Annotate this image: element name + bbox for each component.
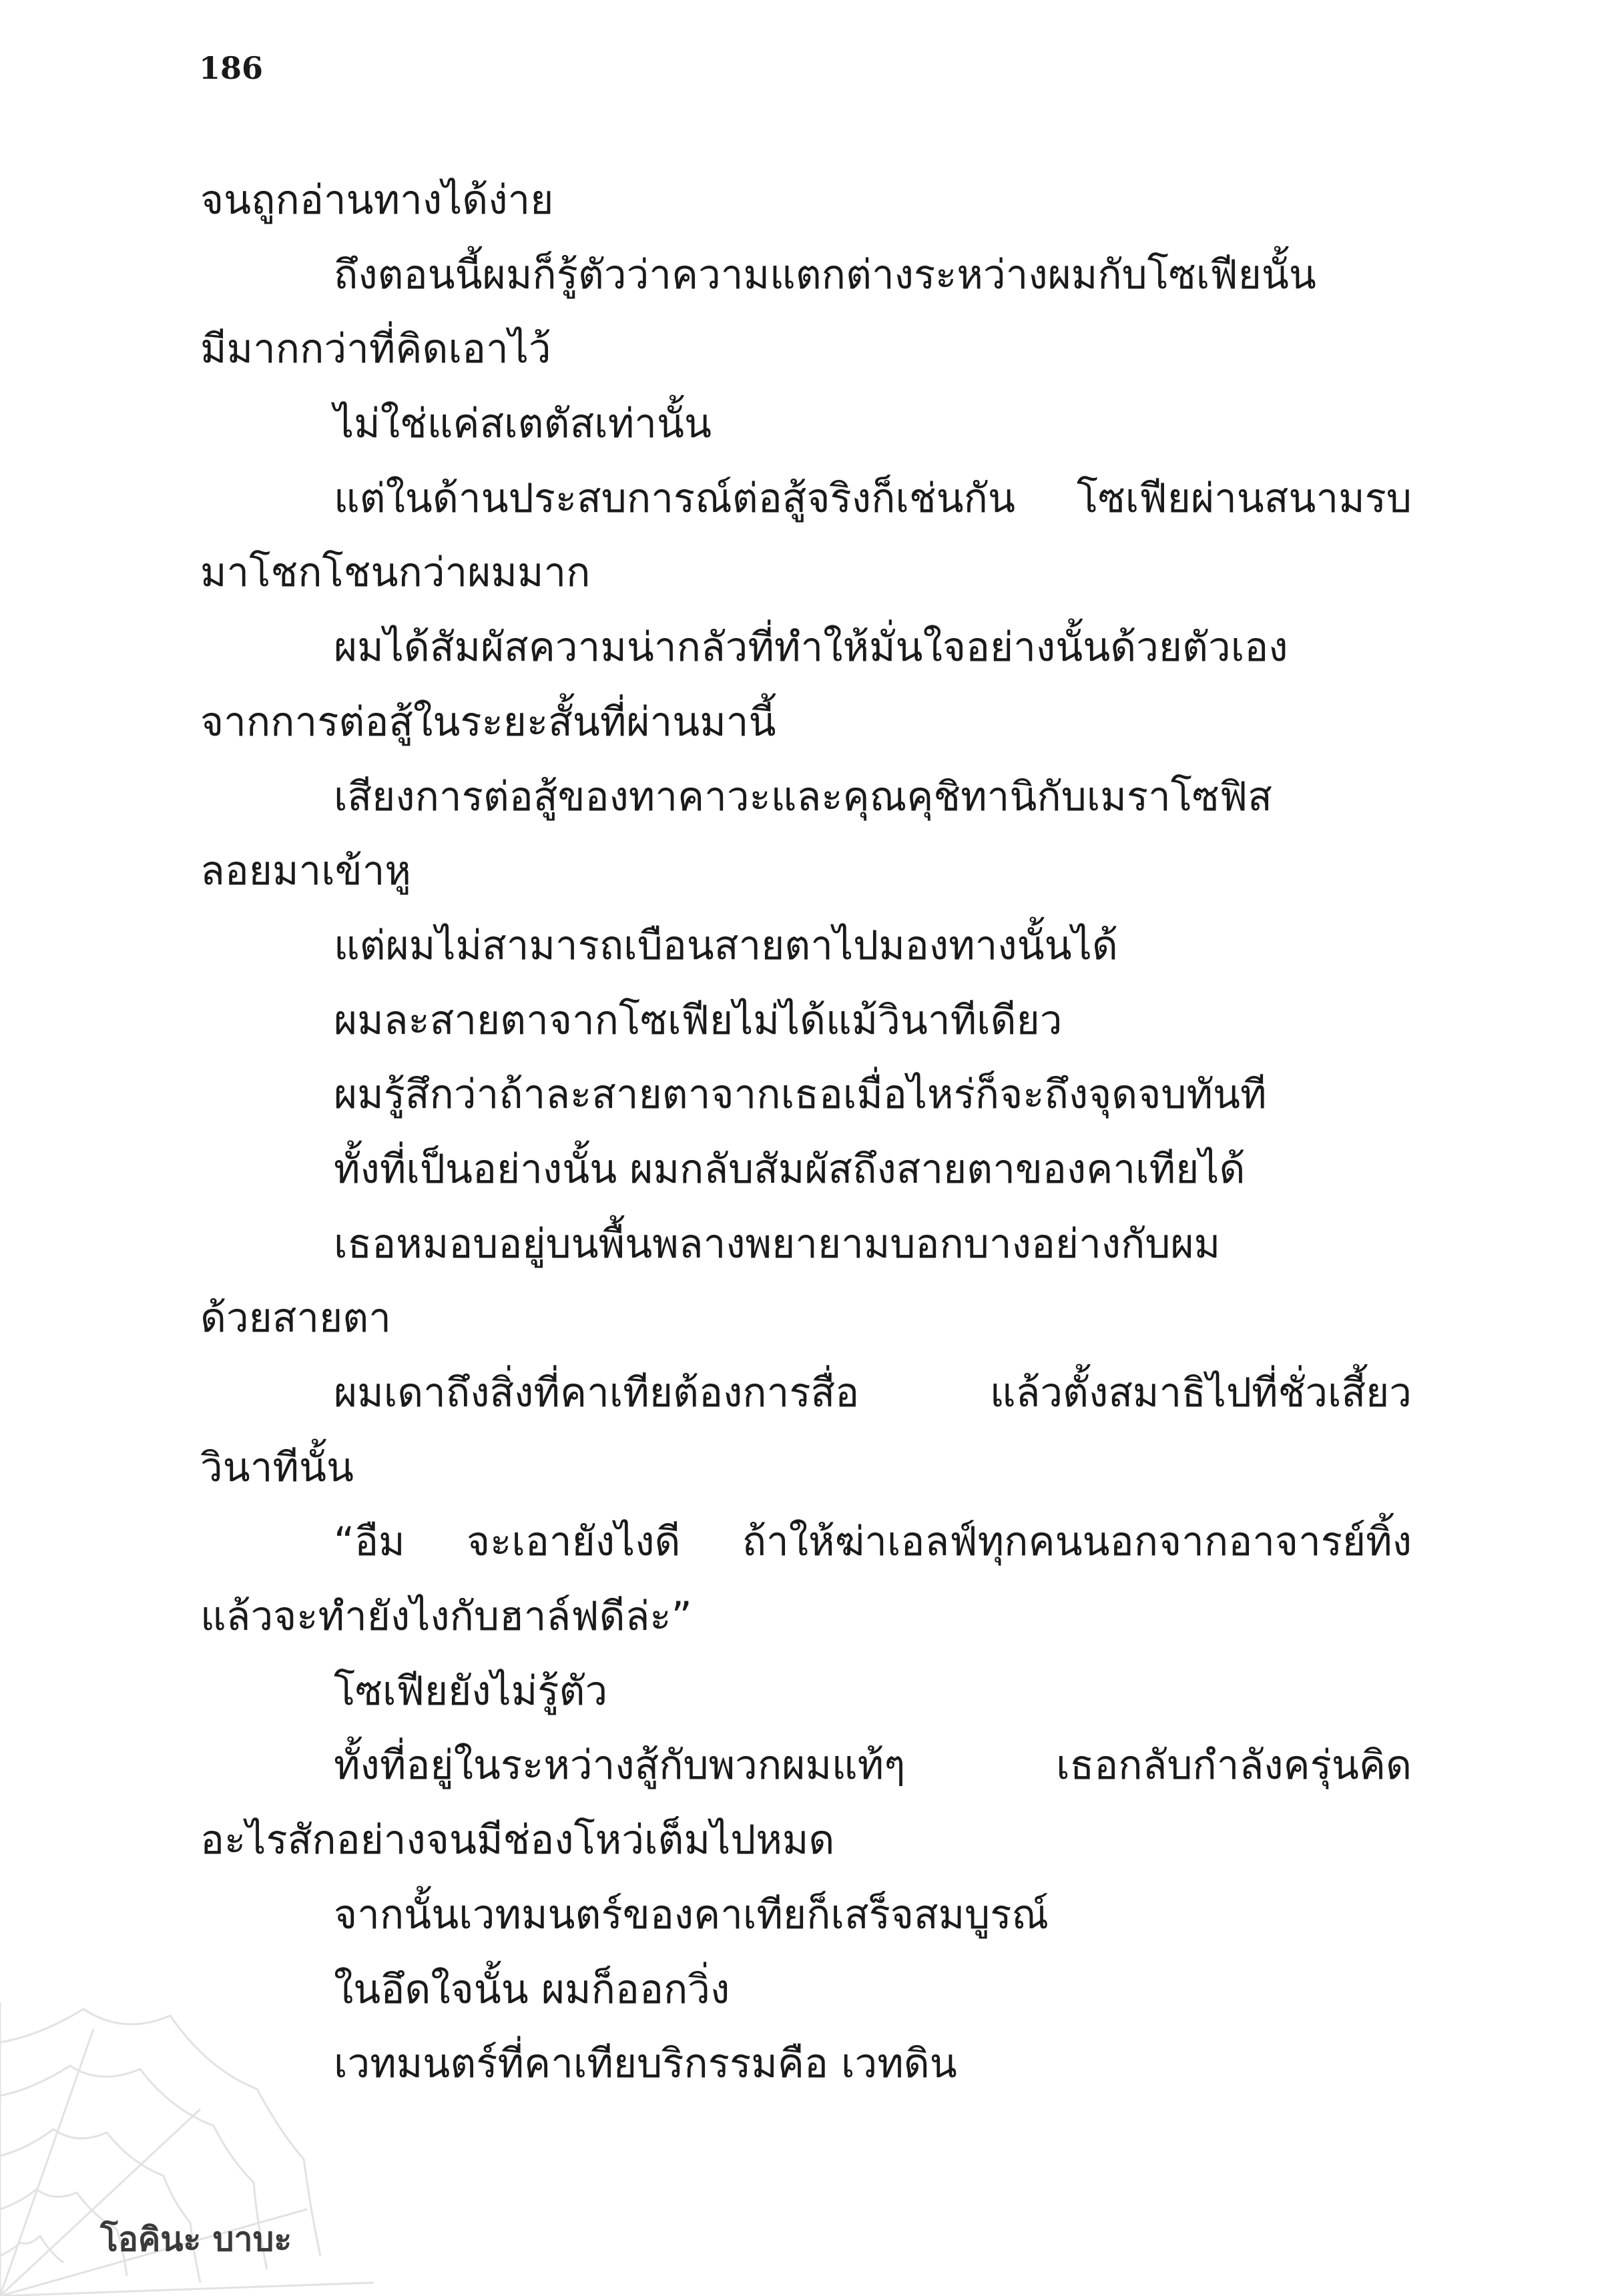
- author-name: โอคินะ บาบะ: [100, 2220, 292, 2259]
- text-line: วินาทีนั้น: [200, 1444, 354, 1491]
- text-line: ผมรู้สึกว่าถ้าละสายตาจากเธอเมื่อไหร่ก็จะถึงจุดจบทันที: [334, 1071, 1267, 1119]
- text-line: แล้วจะทำยังไงกับฮาล์ฟดีล่ะ”: [200, 1593, 692, 1641]
- text-line: “อืม จะเอายังไงดี ถ้าให้ฆ่าเอลฟ์ทุกคนนอกจากอาจารย์ทิ้ง: [334, 1518, 1412, 1566]
- text-line: ผมละสายตาจากโซเฟียไม่ได้แม้วินาทีเดียว: [334, 996, 1063, 1044]
- text-line: โซเฟียยังไม่รู้ตัว: [334, 1667, 608, 1715]
- text-line: เธอหมอบอยู่บนพื้นพลางพยายามบอกบางอย่างกับผม: [334, 1220, 1221, 1267]
- text-line: เสียงการต่อสู้ของทาคาวะและคุณคุชิทานิกับเมราโซฟิส: [334, 773, 1272, 820]
- text-line: ลอยมาเข้าหู: [200, 848, 411, 895]
- text-line: ทั้งที่อยู่ในระหว่างสู้กับพวกผมแท้ๆ เธอกลับกำลังครุ่นคิด: [334, 1742, 1412, 1789]
- text-line: จากการต่อสู้ในระยะสั้นที่ผ่านมานี้: [200, 698, 776, 746]
- text-line: จนถูกอ่านทางได้ง่าย: [200, 177, 554, 224]
- text-line: เวทมนตร์ที่คาเทียบริกรรมคือ เวทดิน: [334, 2040, 957, 2088]
- text-line: มาโชกโชนกว่าผมมาก: [200, 549, 591, 597]
- text-line: แต่ผมไม่สามารถเบือนสายตาไปมองทางนั้นได้: [334, 922, 1118, 969]
- text-line: ผมได้สัมผัสความน่ากลัวที่ทำให้มั่นใจอย่างนั้นด้วยตัวเอง: [334, 624, 1288, 671]
- text-line: จากนั้นเวทมนตร์ของคาเทียก็เสร็จสมบูรณ์: [334, 1891, 1049, 1938]
- text-line: ด้วยสายตา: [200, 1295, 391, 1342]
- body-text: [200, 164, 1412, 2102]
- text-line: ถึงตอนนี้ผมก็รู้ตัวว่าความแตกต่างระหว่างผมกับโซเฟียนั้น: [334, 251, 1316, 298]
- page-number: 186: [199, 50, 264, 86]
- text-line: อะไรสักอย่างจนมีช่องโหว่เต็มไปหมด: [200, 1817, 835, 1864]
- text-line: ไม่ใช่แค่สเตตัสเท่านั้น: [334, 400, 712, 448]
- text-line: แต่ในด้านประสบการณ์ต่อสู้จริงก็เช่นกัน โซเฟียผ่านสนามรบ: [334, 475, 1412, 522]
- text-line: ทั้งที่เป็นอย่างนั้น ผมกลับสัมผัสถึงสายตาของคาเทียได้: [334, 1145, 1246, 1193]
- text-line: ในอึดใจนั้น ผมก็ออกวิ่ง: [334, 1966, 730, 2013]
- text-line: มีมากกว่าที่คิดเอาไว้: [200, 326, 551, 373]
- text-line: ผมเดาถึงสิ่งที่คาเทียต้องการสื่อ แล้วตั้งสมาธิไปที่ชั่วเสี้ยว: [334, 1370, 1412, 1416]
